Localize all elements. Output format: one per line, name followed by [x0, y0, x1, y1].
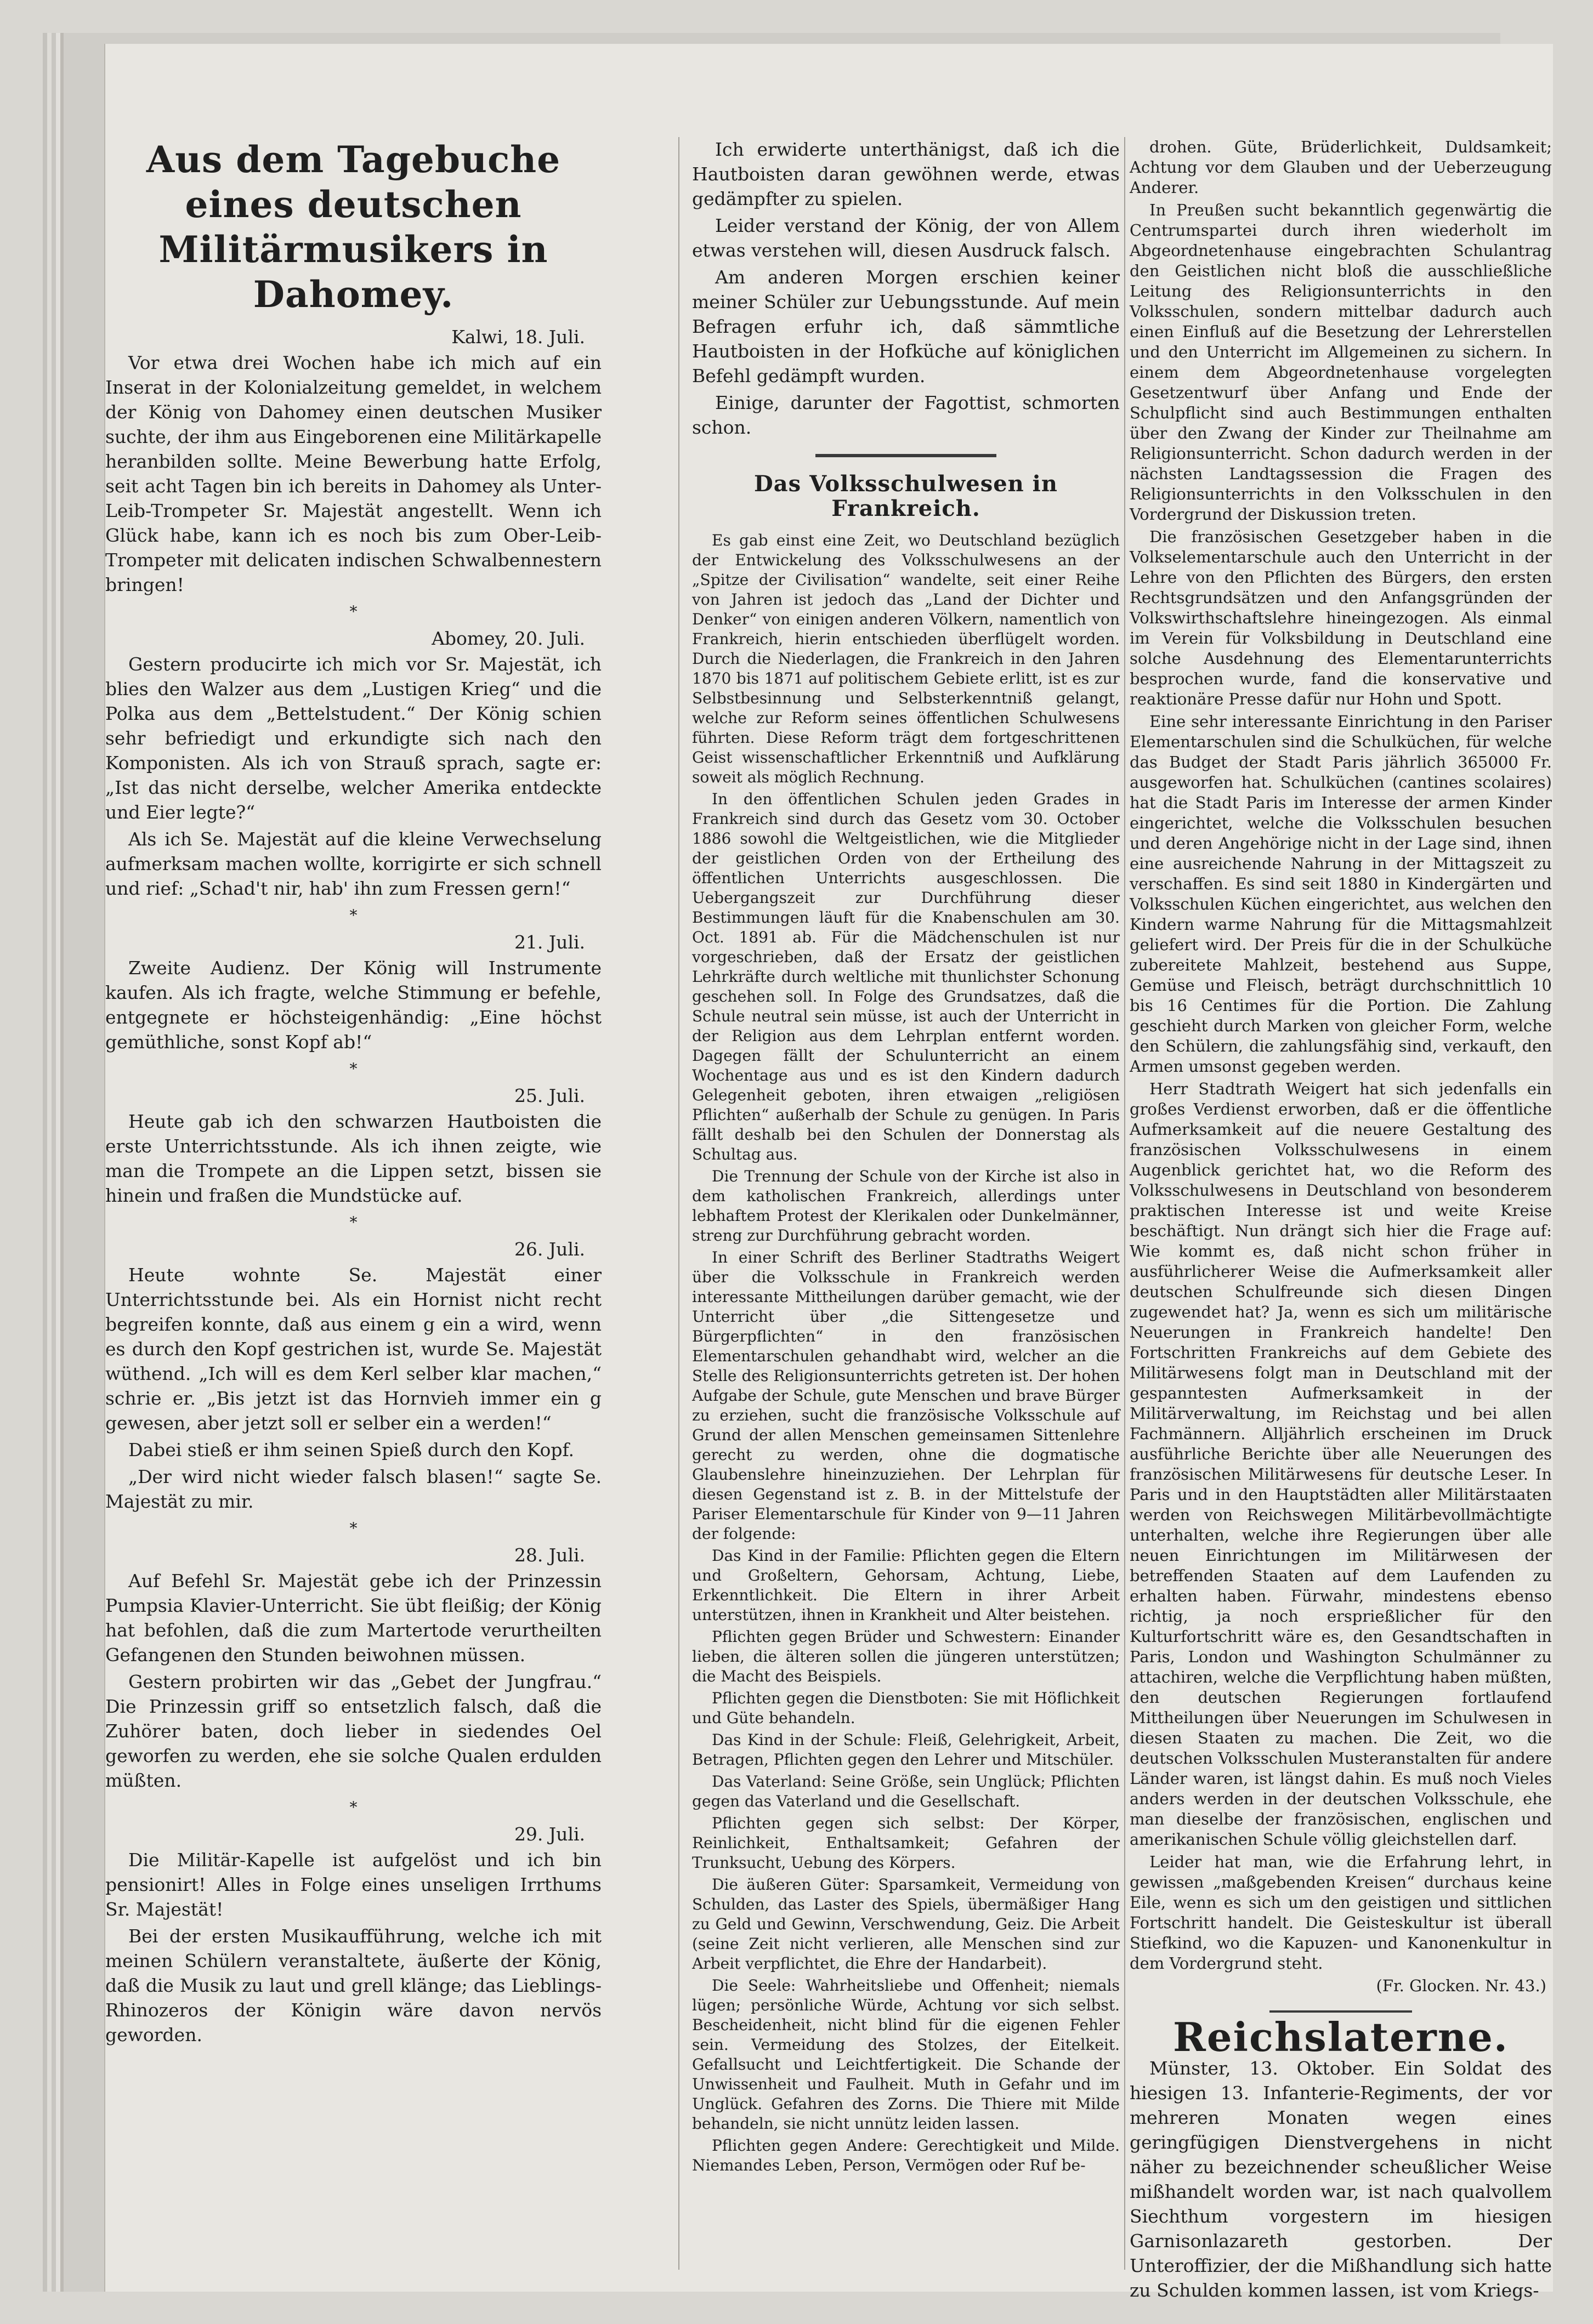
paragraph: Die Seele: Wahrheitsliebe und Offenheit; niemals lügen; persönliche Würde, Achtung vor sich selbst. Bescheidenheit, nicht blind für die eigenen Fehler sein. Vermeidung des Stolzes, der Eitelkeit. Gefallsucht und Leichtfertigkeit. Die Schande der Unwissenheit und Faulheit. Muth in Gefahr und im Unglück. Gefahren des Zorns. Die Thiere mit Milde behandeln, sie nicht unnütz leiden lassen.	[692, 1976, 1120, 2133]
entry-date: 29. Juli.	[514, 1823, 585, 1845]
paragraph: In einer Schrift des Berliner Stadtraths Weigert über die Volksschule in Frankreich werden interessante Mittheilungen darüber gemacht, wie der Unterricht über „die Sittengesetze und Bürgerpflichten“ in den französischen Elementarschulen gehandhabt wird, welcher an die Stelle des Religionsunterrichts getreten ist. Der hohen Aufgabe der Schule, gute Menschen und brave Bürger zu erziehen, sucht die französische Volksschule auf Grund der allen Menschen gemeinsamen Sittenlehre gerecht zu werden, ohne die dogmatische Glaubenslehre hineinzuziehen. Der Lehrplan für diesen Gegenstand ist z. B. in der Mittelstufe der Pariser Elementarschule für Kinder von 9—11 Jahren der folgende:	[692, 1248, 1120, 1543]
entry-separator-asterisk: *	[349, 1213, 358, 1231]
entry-date: 26. Juli.	[514, 1238, 585, 1260]
volksschule-article-continued	[1130, 137, 1552, 1974]
paragraph: Heute wohnte Se. Majestät einer Unterrichtsstunde bei. Als ein Hornist nicht recht begreifen konnte, daß aus einem g ein a wird, wenn es durch den Kopf gestrichen ist, wurde Se. Majestät wüthend. „Ich will es dem Kerl selber klar machen,“ schrie er. „Bis jetzt ist das Hornvieh immer ein g gewesen, aber jetzt soll er selber ein a werden!“	[105, 1264, 602, 1434]
paragraph: Zweite Audienz. Der König will Instrumente kaufen. Als ich fragte, welche Stimmung er befehle, entgegnete er höchsteigenhändig: „Eine höchst gemüthliche, sonst Kopf ab!“	[105, 957, 602, 1053]
paragraph: Es gab einst eine Zeit, wo Deutschland bezüglich der Entwickelung des Volksschulwesens an der „Spitze der Civilisation“ wandelte, seit einer Reihe von Jahren ist jedoch das „Land der Dichter und Denker“ von einigen anderen Völkern, namentlich von Frankreich, hierin entschieden überflügelt worden. Durch die Niederlagen, die Frankreich in den Jahren 1870 bis 1871 auf politischem Gebiete erlitt, ist es zur Selbstbesinnung und Selbsterkenntniß gelangt, welche zur Reform seines öffentlichen Schulwesens führten. Diese Reform trägt dem fortgeschrittenen Geist wissenschaftlicher Erkenntniß und Aufklärung soweit als möglich Rechnung.	[692, 531, 1120, 786]
diary-continuation	[692, 137, 1120, 440]
column-2	[692, 137, 1120, 2178]
section-rule	[1269, 2010, 1412, 2013]
column-3	[1130, 137, 1552, 2305]
entry-separator-asterisk: *	[349, 1798, 358, 1816]
entry-separator-asterisk: *	[349, 1060, 358, 1078]
paragraph: Pflichten gegen Brüder und Schwestern: Einander lieben, die älteren sollen die jüngeren unterstützen; die Macht des Beispiels.	[692, 1628, 1120, 1685]
source-credit: (Fr. Glocken. Nr. 43.)	[1376, 1976, 1546, 1995]
paragraph: Eine sehr interessante Einrichtung in den Pariser Elementarschulen sind die Schulküchen, für welche das Budget der Stadt Paris jährlich 365000 Fr. ausgeworfen hat. Schulküchen (cantines scolaires) hat die Stadt Paris im Interesse der armen Kinder eingerichtet, welche die Volksschulen besuchen und deren Angehörige nicht in der Lage sind, ihnen eine ausreichende Nahrung in der Mittagszeit zu verschaffen. Es sind seit 1880 in Kindergärten und Volksschulen Küchen eingerichtet, aus welchen den Kindern warme Nahrung für die Mittagsmahlzeit geliefert wird. Der Preis für die in der Schulküche zubereitete Mahlzeit, bestehend aus Suppe, Gemüse und Fleisch, beträgt durchschnittlich 10 bis 16 Centimes für die Portion. Die Zahlung geschieht durch Marken von gleicher Form, welche den Schülern, die zahlungsfähig sind, verkauft, den Armen umsonst gegeben werden.	[1130, 712, 1552, 1076]
reichslaterne-title: Reichslaterne.	[1173, 2014, 1509, 2060]
entry-separator-asterisk: *	[349, 603, 358, 621]
paragraph: Dabei stieß er ihm seinen Spieß durch den Kopf.	[128, 1439, 574, 1461]
paragraph: Gestern probirten wir das „Gebet der Jungfrau.“ Die Prinzessin griff so entsetzlich falsch, daß die Zuhörer baten, doch lieber in siedendes Oel geworfen zu werden, ehe sie solche Qualen erdulden müßten.	[105, 1671, 602, 1791]
article-headline: Aus dem Tagebuche eines deutschen Militärmusikers in Dahomey.	[146, 138, 561, 316]
paragraph: Die französischen Gesetzgeber haben in die Volkselementarschule auch den Unterricht in der Lehre von den Pflichten des Bürgers, den ersten Rechtsgrundsätzen und den Anfangsgründen der Volkswirthschaftslehre hineingezogen. Als einmal im Verein für Volksbildung in Deutschland eine solche Ausdehnung des Elementarunterrichts besprochen wurde, fand die konservative und reaktionäre Presse dafür nur Hohn und Spott.	[1130, 527, 1552, 708]
diary-entries	[105, 325, 602, 2047]
paragraph: Das Kind in der Familie: Pflichten gegen die Eltern und Großeltern, Gehorsam, Achtung, Liebe, Erkenntlichkeit. Die Eltern in ihrer Arbeit unterstützen, ihnen in Krankheit und Alter beistehen.	[692, 1547, 1120, 1624]
entry-date: 28. Juli.	[514, 1544, 585, 1566]
entry-date: 21. Juli.	[514, 931, 585, 953]
paragraph: Die Militär-Kapelle ist aufgelöst und ich bin pensionirt! Alles in Folge eines unseligen Irrthums Sr. Majestät!	[105, 1849, 602, 1920]
paragraph: Als ich Se. Majestät auf die kleine Verwechselung aufmerksam machen wollte, korrigirte er sich schnell und rief: „Schad't nir, hab' ihn zum Fressen gern!“	[105, 828, 602, 899]
paragraph: „Der wird nicht wieder falsch blasen!“ sagte Se. Majestät zu mir.	[105, 1466, 602, 1512]
paragraph: Bei der ersten Musikaufführung, welche ich mit meinen Schülern veranstaltete, äußerte der König, daß die Musik zu laut und grell klänge; das Lieblings-Rhinozeros der Königin wäre davon nervös geworden.	[105, 1925, 602, 2045]
paragraph: Leider hat man, wie die Erfahrung lehrt, in gewissen „maßgebenden Kreisen“ durchaus keine Eile, wenn es sich um den geistigen und sittlichen Fortschritt handelt. Die Geisteskultur ist überall Stiefkind, wo die Kapuzen- und Kanonenkultur in dem Vordergrund steht.	[1130, 1853, 1552, 1973]
paragraph: Das Vaterland: Seine Größe, sein Unglück; Pflichten gegen das Vaterland und die Gesellschaft.	[692, 1772, 1120, 1810]
paragraph: Vor etwa drei Wochen habe ich mich auf ein Inserat in der Kolonialzeitung gemeldet, in welchem der König von Dahomey einen deutschen Musiker suchte, der ihm aus Eingeborenen eine Militärkapelle heranbilden sollte. Meine Bewerbung hatte Erfolg, seit acht Tagen bin ich bereits in Dahomey als Unter-Leib-Trompeter Sr. Majestät angestellt. Wenn ich Glück habe, kann ich es noch bis zum Ober-Leib-Trompeter mit delicaten indischen Schwalbennestern bringen!	[105, 352, 602, 595]
paragraph: Die Trennung der Schule von der Kirche ist also in dem katholischen Frankreich, allerdings unter lebhaftem Protest der Klerikalen oder Dunkelmänner, streng zur Durchführung gebracht worden.	[692, 1167, 1120, 1245]
entry-date: Kalwi, 18. Juli.	[451, 326, 585, 348]
paragraph: Pflichten gegen Andere: Gerechtigkeit und Milde. Niemandes Leben, Person, Vermögen oder Ruf be-	[692, 2137, 1120, 2174]
column-divider	[1124, 137, 1125, 2270]
paragraph: Auf Befehl Sr. Majestät gebe ich der Prinzessin Pumpsia Klavier-Unterricht. Sie übt fleißig; der König hat befohlen, daß die zum Martertode verurtheilten Gefangenen den Stunden beiwohnen müssen.	[105, 1570, 602, 1666]
paragraph: Münster, 13. Oktober. Ein Soldat des hiesigen 13. Infanterie-Regiments, der vor mehreren Monaten wegen eines geringfügigen Dienstvergehens in nicht näher zu bezeichnender scheußlicher Weise mißhandelt worden war, ist nach qualvollem Siechthum vorgestern im hiesigen Garnisonlazareth gestorben. Der Unteroffizier, der die Mißhandlung sich hatte zu Schulden kommen lassen, ist vom Kriegs-	[1130, 2058, 1552, 2301]
paragraph: Herr Stadtrath Weigert hat sich jedenfalls ein großes Verdienst erworben, daß er die öffentliche Aufmerksamkeit auf die neuere Gestaltung des französischen Volksschulwesens in einem Augenblick gerichtet hat, wo die Reform des Volksschulwesens in Deutschland von besonderem praktischen Interesse ist und weite Kreise beschäftigt. Nun drängt sich hier die Frage auf: Wie kommt es, daß nicht schon früher in ausführlicherer Weise die Aufmerksamkeit aller deutschen Schulfreunde sich diesen Dingen zugewendet hat? Ja, wenn es sich um militärische Neuerungen in Frankreich handelte! Den Fortschritten Frankreichs auf dem Gebiete des Militärwesens folgt man in Deutschland mit der gespanntesten Aufmerksamkeit in der Militärverwaltung, im Reichstag und bei allen Fachmännern. Alljährlich erscheinen im Druck ausführliche Berichte über alle Neuerungen des französischen Militärwesens für deutsche Leser. In Paris und in den Hauptstädten aller Militärstaaten werden von Reichswegen Militärbevollmächtigte unterhalten, welche ihre Regierungen über alle neuen Einrichtungen im Militärwesen der betreffenden Staaten auf dem Laufenden zu erhalten haben. Fürwahr, mindestens ebenso richtig, ja noch ersprießlicher für den Kulturfortschritt wäre es, den Gesandtschaften in Paris, London und Washington Schulmänner zu attachiren, welche die Verpflichtung haben müßten, den deutschen Regierungen fortlaufend Mittheilungen über Neuerungen im Schulwesen in diesen Staaten zu machen. Die Zeit, wo die deutschen Volksschulen Musteranstalten für andere Länder waren, ist längst dahin. Es muß noch Vieles anders werden in der deutschen Volksschule, ehe man dieselbe der französischen, englischen und amerikanischen Schule völlig gleichstellen darf.	[1130, 1079, 1552, 1849]
paragraph: Gestern producirte ich mich vor Sr. Majestät, ich blies den Walzer aus dem „Lustigen Krieg“ und die Polka aus dem „Bettelstudent.“ Der König schien sehr befriedigt und erkundigte sich nach den Komponisten. Als ich von Strauß sprach, sagte er: „Ist das nicht derselbe, welcher Amerika entdeckte und Eier legte?“	[105, 654, 602, 823]
paragraph: Ich erwiderte unterthänigst, daß ich die Hautboisten daran gewöhnen werde, etwas gedämpfter zu spielen.	[692, 139, 1120, 209]
paragraph: Pflichten gegen sich selbst: Der Körper, Reinlichkeit, Enthaltsamkeit; Gefahren der Trunksucht, Uebung des Körpers.	[692, 1814, 1120, 1872]
section-headline: Das Volksschulwesen in Frankreich.	[754, 471, 1058, 521]
paragraph: Einige, darunter der Fagottist, schmorten schon.	[692, 392, 1120, 438]
paragraph: Heute gab ich den schwarzen Hautboisten die erste Unterrichtsstunde. Als ich ihnen zeigte, wie man die Trompete an die Lippen setzt, bissen sie hinein und fraßen die Mundstücke auf.	[105, 1111, 602, 1206]
paragraph: Pflichten gegen die Dienstboten: Sie mit Höflichkeit und Güte behandeln.	[692, 1689, 1120, 1727]
paragraph: Die äußeren Güter: Sparsamkeit, Vermeidung von Schulden, das Laster des Spiels, übermäßiger Hang zu Geld und Gewinn, Verschwendung, Geiz. Die Arbeit (seine Zeit nicht verlieren, alle Menschen sind zur Arbeit verpflichtet, die Ehre der Handarbeit).	[692, 1876, 1120, 1973]
reichslaterne-article	[1130, 2056, 1552, 2303]
volksschule-article	[692, 531, 1120, 2175]
section-rule	[815, 454, 996, 457]
column-1	[105, 137, 602, 2049]
paragraph: Das Kind in der Schule: Fleiß, Gelehrigkeit, Arbeit, Betragen, Pflichten gegen den Lehrer und Mitschüler.	[692, 1731, 1120, 1769]
entry-date: 25. Juli.	[514, 1085, 585, 1106]
entry-separator-asterisk: *	[349, 1519, 358, 1537]
paragraph: In Preußen sucht bekanntlich gegenwärtig die Centrumspartei durch ihren wiederholt im Abgeordnetenhause eingebrachten Schulantrag den Geistlichen nicht bloß die ausschließliche Leitung des Religionsunterrichts in den Volksschulen, sondern mittelbar dadurch auch einen Einfluß auf die Besetzung der Lehrerstellen und den Unterricht im Allgemeinen zu sichern. In einem dem Abgeordnetenhause vorgelegten Gesetzentwurf über Anfang und Ende der Schulpflicht sind auch Bestimmungen enthalten über den Zwang der Kinder zur Theilnahme am Religionsunterricht. Schon dadurch werden in der nächsten Landtagssession die Fragen des Religionsunterrichts in den Volksschulen in den Vordergrund der Diskussion treten.	[1130, 201, 1552, 524]
paragraph: Leider verstand der König, der von Allem etwas verstehen will, diesen Ausdruck falsch.	[692, 215, 1120, 261]
column-divider	[678, 137, 679, 2270]
paragraph: In den öffentlichen Schulen jeden Grades in Frankreich sind durch das Gesetz vom 30. October 1886 sowohl die Weltgeistlichen, wie die Mitglieder der geistlichen Orden von der Ertheilung des öffentlichen Unterrichts ausgeschlossen. Die Uebergangszeit zur Durchführung dieser Bestimmungen läuft für die Knabenschulen am 30. Oct. 1891 ab. Für die Mädchenschulen ist nur vorgeschrieben, daß der Ersatz der geistlichen Lehrkräfte durch weltliche mit thunlichster Schonung geschehen soll. In Folge des Grundsatzes, daß die Schule neutral sein müsse, ist auch der Unterricht in der Religion aus dem Lehrplan entfernt worden. Dagegen fällt der Schulunterricht an einem Wochentage aus und es ist den Kindern dadurch Gelegenheit geboten, ihren etwaigen „religiösen Pflichten“ außerhalb der Schule zu genügen. In Paris fällt deshalb bei den Schulen der Donnerstag als Schultag aus.	[692, 790, 1120, 1163]
paragraph: Am anderen Morgen erschien keiner meiner Schüler zur Uebungsstunde. Auf mein Befragen erfuhr ich, daß sämmtliche Hautboisten in der Hofküche auf königlichen Befehl gedämpft wurden.	[692, 266, 1120, 387]
paragraph: drohen. Güte, Brüderlichkeit, Duldsamkeit; Achtung vor dem Glauben und der Ueberzeugung Anderer.	[1130, 138, 1552, 197]
newspaper-page	[104, 44, 1553, 2301]
entry-date: Abomey, 20. Juli.	[432, 628, 585, 649]
entry-separator-asterisk: *	[349, 906, 358, 924]
